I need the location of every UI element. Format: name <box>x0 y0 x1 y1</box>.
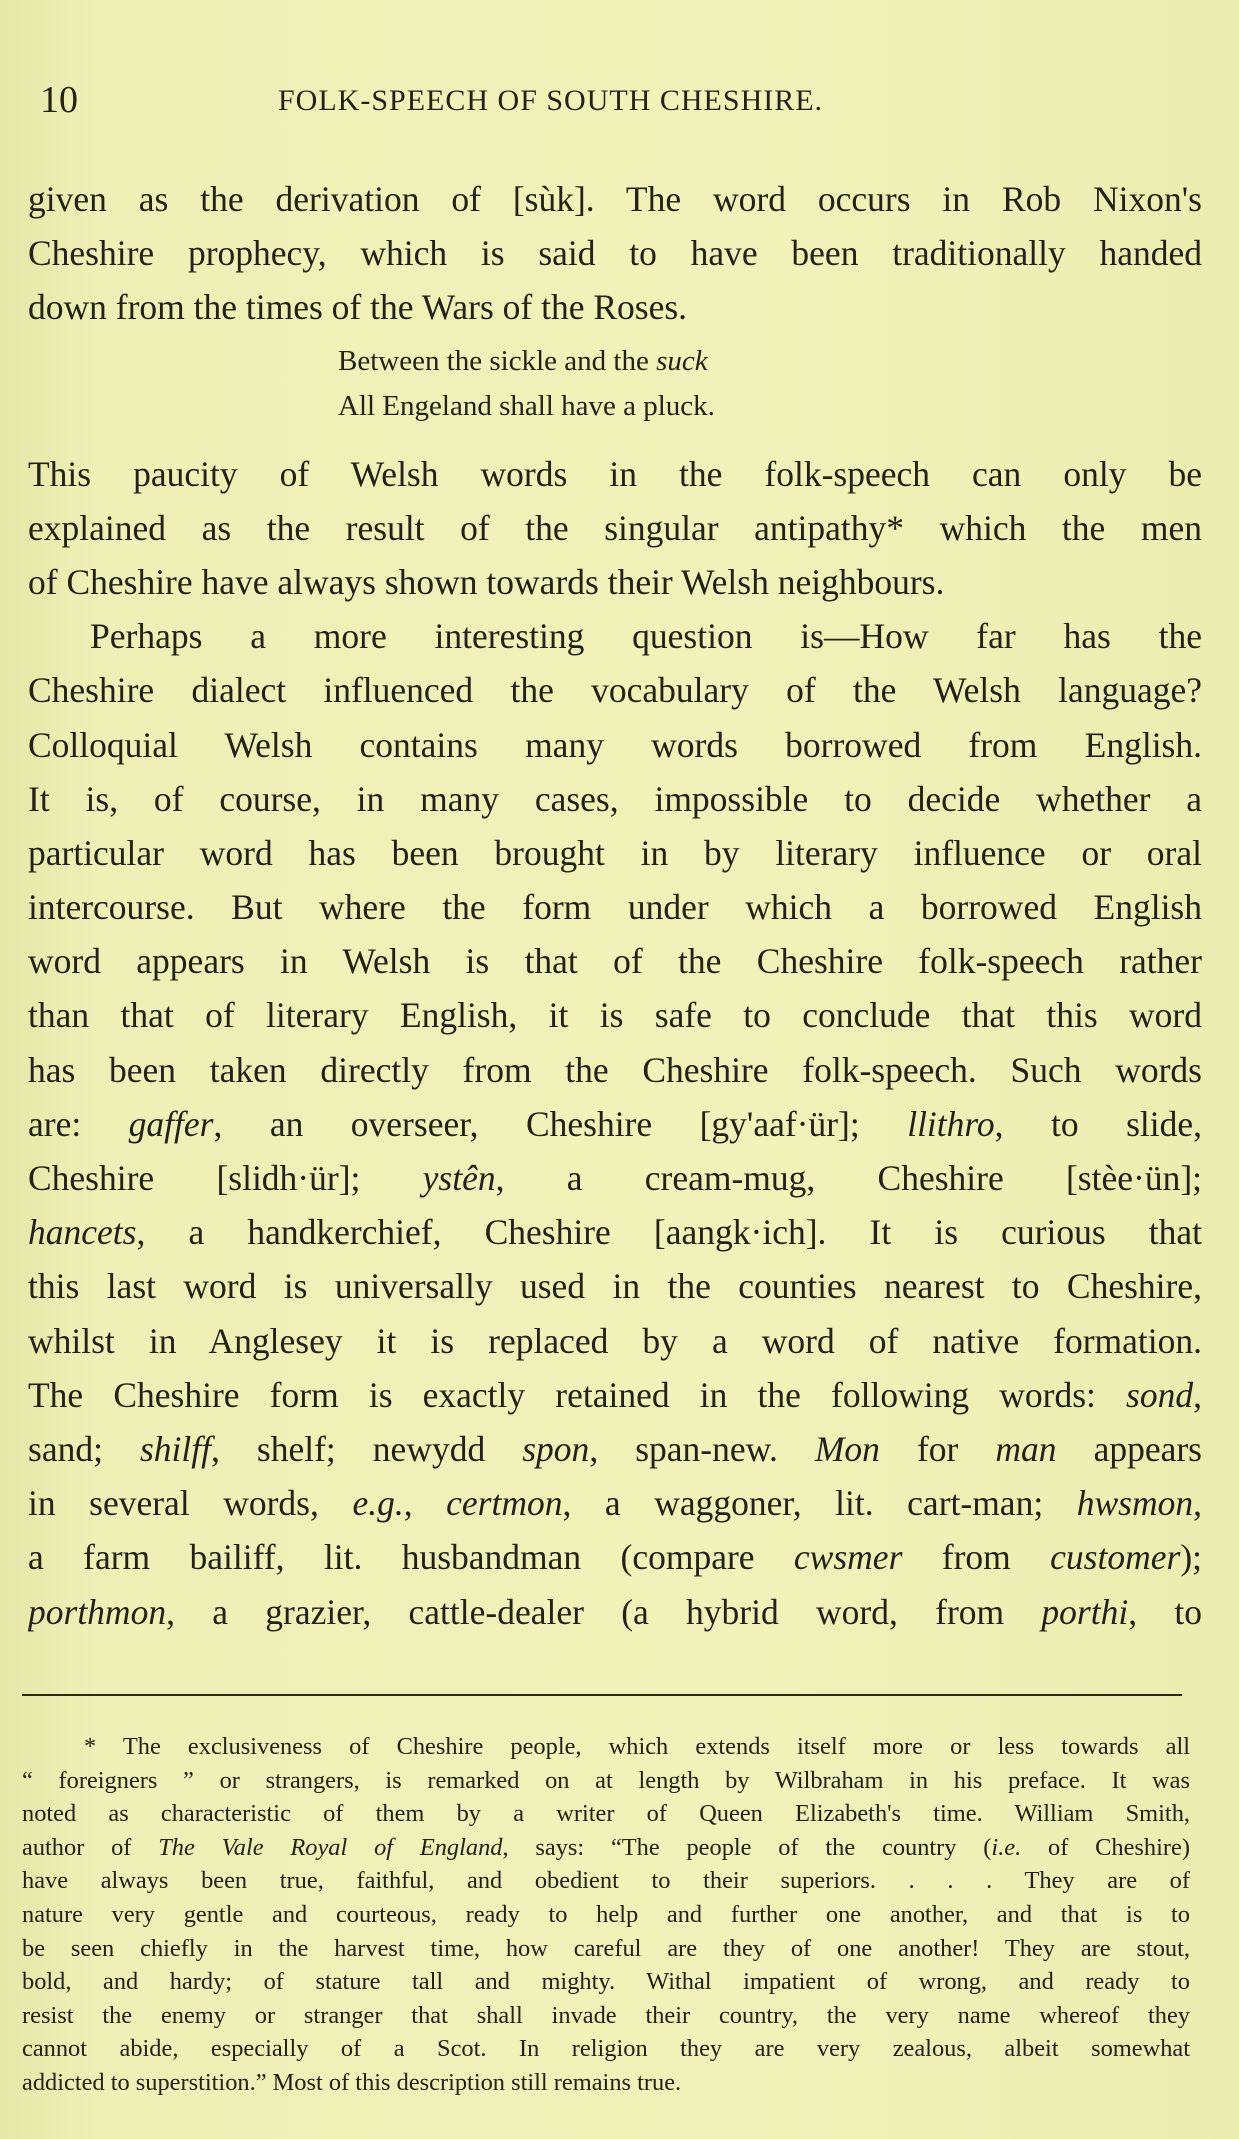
text-line: than that of literary English, it is safe to conclude that this word <box>28 995 1202 1036</box>
text-line: a farm bailiff, lit. husbandman (compare cwsmer from customer); <box>28 1537 1202 1578</box>
text-line: explained as the result of the singular antipathy* which the men <box>28 507 1202 548</box>
text-line: Perhaps a more interesting question is—How far has the <box>90 616 1202 657</box>
text-line: Cheshire [slidh·ür]; ystên, a cream-mug, Cheshire [stèe·ün]; <box>28 1158 1202 1198</box>
text-line: word appears in Welsh is that of the Cheshire folk-speech rather <box>28 941 1202 982</box>
footnote-line: nature very gentle and courteous, ready to help and further one another, and that is to <box>22 1900 1190 1928</box>
footnote-rule-left <box>22 1694 334 1696</box>
footnote-rule-right <box>334 1694 1182 1696</box>
text-line: has been taken directly from the Cheshire folk-speech. Such words <box>28 1049 1202 1090</box>
text-line: of Cheshire have always shown towards their Welsh neighbours. <box>28 561 945 602</box>
text-line: hancets, a handkerchief, Cheshire [aangk·ich]. It is curious that <box>28 1212 1202 1253</box>
text-line: given as the derivation of [sùk]. The word occurs in Rob Nixon's <box>28 179 1202 219</box>
text-line: intercourse. But where the form under which a borrowed English <box>28 887 1202 928</box>
text-line: this last word is universally used in the counties nearest to Cheshire, <box>28 1266 1202 1307</box>
verse-line: Between the sickle and the suck <box>338 344 708 377</box>
text-line: Cheshire prophecy, which is said to have been traditionally handed <box>28 233 1202 274</box>
footnote-line: author of The Vale Royal of England, says: “The people of the country (i.e. of Cheshire) <box>22 1833 1190 1861</box>
page-number: 10 <box>40 79 78 121</box>
text-line: particular word has been brought in by literary influence or oral <box>28 832 1202 873</box>
text-line: whilst in Anglesey it is replaced by a word of native formation. <box>28 1320 1202 1361</box>
footnote-line: “ foreigners ” or strangers, is remarked on at length by Wilbraham in his preface. It was <box>22 1766 1190 1794</box>
text-line: sand; shilff, shelf; newydd spon, span-new. Mon for man appears <box>28 1428 1202 1469</box>
running-title: FOLK-SPEECH OF SOUTH CHESHIRE. <box>278 84 824 117</box>
page-header <box>40 78 1200 128</box>
footnote-line: cannot abide, especially of a Scot. In religion they are very zealous, albeit somewhat <box>22 2035 1190 2063</box>
text-line: down from the times of the Wars of the Roses. <box>28 287 688 328</box>
text-line: This paucity of Welsh words in the folk-speech can only be <box>28 453 1202 494</box>
main-text <box>28 172 1202 1639</box>
footnote-line: addicted to superstition.” Most of this description still remains true. <box>22 2068 682 2096</box>
text-line: Cheshire dialect influenced the vocabulary of the Welsh language? <box>28 670 1202 711</box>
text-line: The Cheshire form is exactly retained in the following words: sond, <box>28 1374 1202 1415</box>
text-line: It is, of course, in many cases, impossible to decide whether a <box>28 778 1202 819</box>
text-line: are: gaffer, an overseer, Cheshire [gy'aaf·ür]; llithro, to slide, <box>28 1103 1202 1144</box>
verse-quotation <box>28 339 1202 429</box>
footnote-line: have always been true, faithful, and obedient to their superiors. . . . They are of <box>22 1867 1190 1895</box>
footnote-line: resist the enemy or stranger that shall invade their country, the very name whereof they <box>22 2001 1190 2029</box>
verse-line: All Engeland shall have a pluck. <box>338 389 715 422</box>
text-line: porthmon, a grazier, cattle-dealer (a hybrid word, from porthi, to <box>28 1591 1202 1632</box>
footnote <box>22 1730 1190 2100</box>
footnote-line: bold, and hardy; of stature tall and mighty. Withal impatient of wrong, and ready to <box>22 1968 1190 1996</box>
footnote-line: * The exclusiveness of Cheshire people, which extends itself more or less towards all <box>84 1733 1190 1760</box>
footnote-line: be seen chiefly in the harvest time, how careful are they of one another! They are stout, <box>22 1934 1190 1962</box>
footnote-line: noted as characteristic of them by a writer of Queen Elizabeth's time. William Smith, <box>22 1800 1190 1828</box>
text-line: Colloquial Welsh contains many words borrowed from English. <box>28 724 1202 765</box>
text-line: in several words, e.g., certmon, a waggoner, lit. cart-man; hwsmon, <box>28 1483 1202 1524</box>
